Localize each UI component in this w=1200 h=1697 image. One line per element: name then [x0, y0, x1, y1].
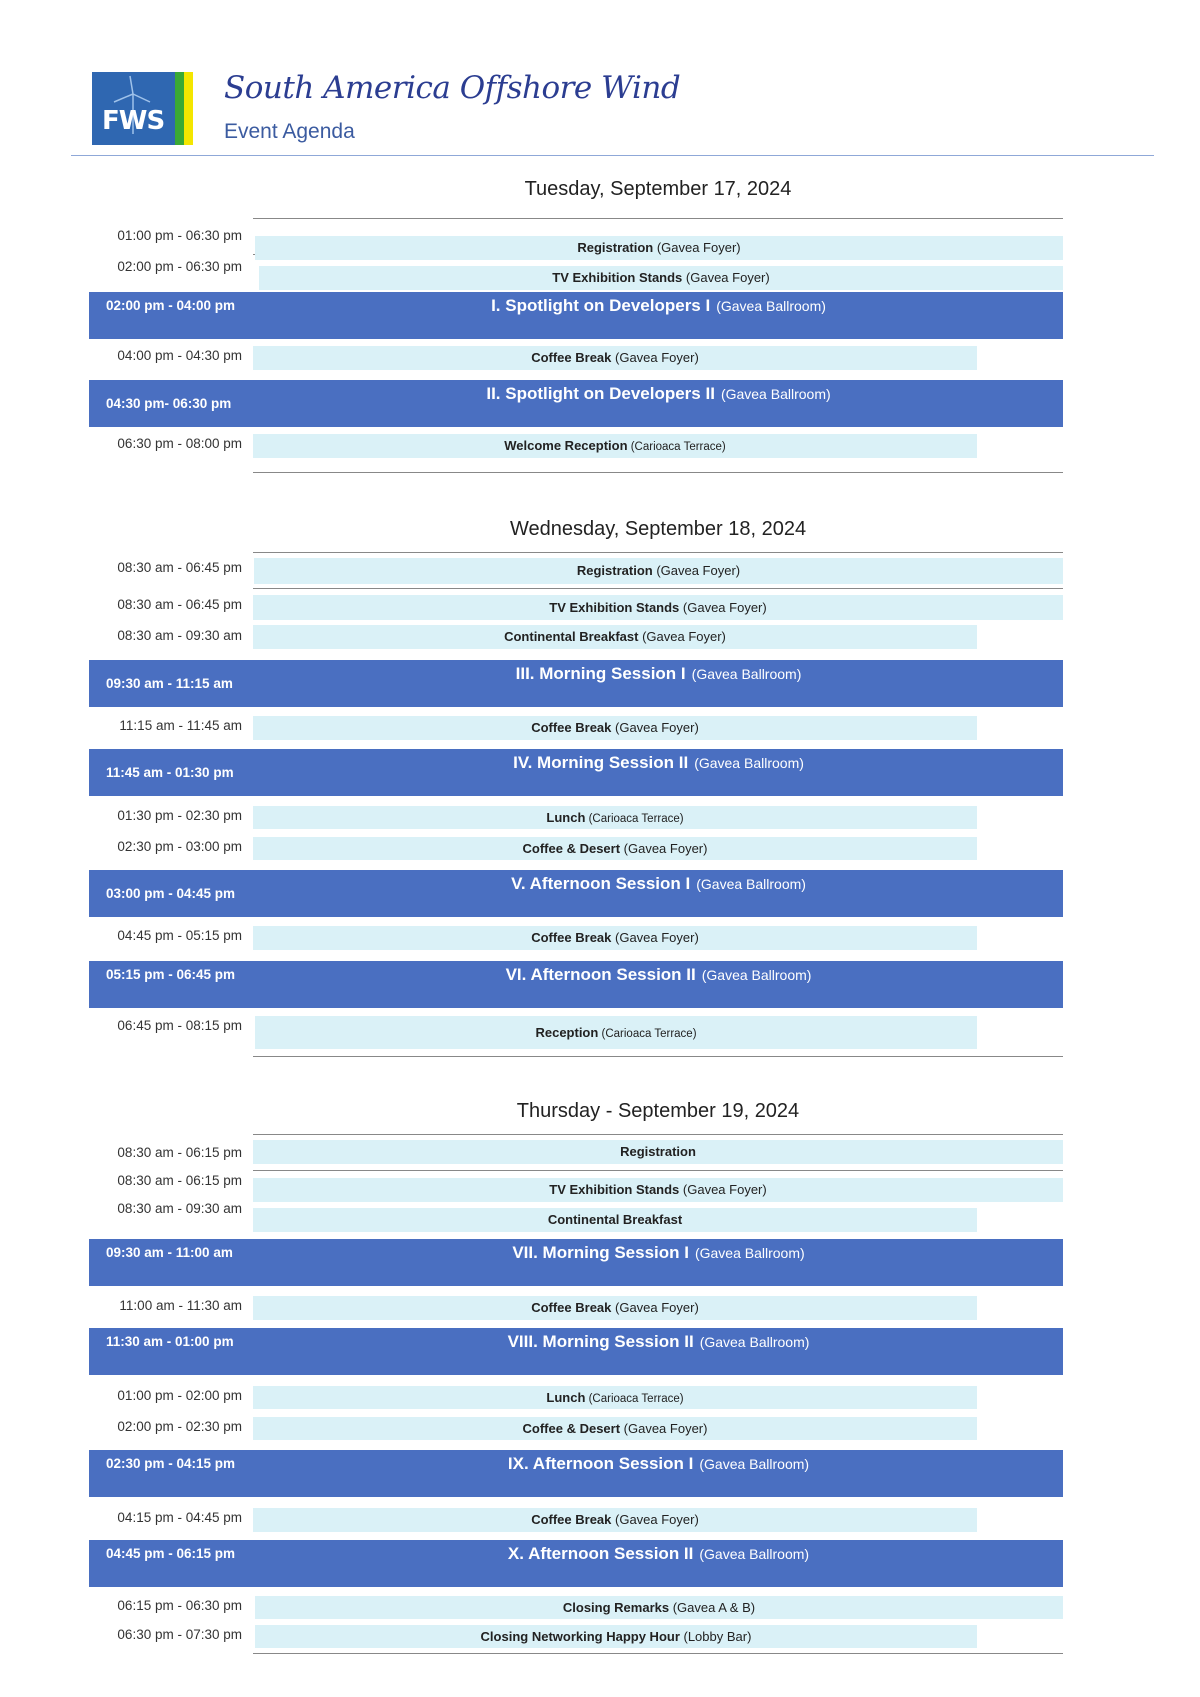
item-name: Lunch — [546, 810, 586, 825]
item-name: Continental Breakfast — [547, 1212, 683, 1227]
time-slot: 08:30 am - 06:15 pm — [117, 1145, 242, 1160]
session-time: 11:30 am - 01:00 pm — [106, 1334, 234, 1349]
time-slot: 01:30 pm - 02:30 pm — [117, 808, 242, 823]
time-slot: 06:30 pm - 07:30 pm — [117, 1627, 242, 1642]
time-slot: 11:00 am - 11:30 am — [119, 1298, 242, 1313]
time-slot: 02:00 pm - 06:30 pm — [117, 259, 242, 274]
time-slot: 02:30 pm - 03:00 pm — [117, 839, 242, 854]
item-name: Coffee Break — [531, 1512, 612, 1527]
agenda-item-registration — [254, 558, 1063, 584]
session-block-vii-morning-session-i — [89, 1239, 1063, 1286]
fws-logo — [92, 72, 193, 145]
time-slot: 06:30 pm - 08:00 pm — [117, 436, 242, 451]
session-title — [254, 1454, 1063, 1474]
item-venue: (Gavea Foyer) — [638, 629, 726, 644]
event-title: South America Offshore Wind — [224, 70, 681, 106]
item-name: Coffee Break — [531, 720, 612, 735]
session-time: 04:30 pm- 06:30 pm — [106, 396, 232, 411]
session-time: 04:45 pm - 06:15 pm — [106, 1546, 236, 1561]
day-title: Thursday - September 19, 2024 — [516, 1100, 800, 1122]
divider-line — [253, 1134, 1063, 1135]
item-name: Reception — [535, 1025, 599, 1040]
agenda-item-welcome-reception — [253, 434, 977, 458]
agenda-item-coffee-break — [253, 1296, 977, 1320]
agenda-item-coffee-break — [253, 716, 977, 740]
item-venue: (Carioaca Terrace) — [598, 1028, 697, 1040]
event-subtitle: Event Agenda — [224, 120, 355, 143]
session-block-i-spotlight-on-developers-i — [89, 292, 1063, 339]
session-time: 09:30 am - 11:00 am — [106, 1245, 233, 1260]
item-venue: (Gavea A & B) — [669, 1600, 756, 1615]
session-block-viii-morning-session-ii — [89, 1328, 1063, 1375]
time-slot: 06:15 pm - 06:30 pm — [117, 1598, 242, 1613]
session-venue: (Gavea Ballroom) — [691, 666, 802, 682]
agenda-item-coffee-and-desert — [253, 1417, 977, 1440]
logo-yellow-stripe — [184, 72, 193, 145]
day-title: Tuesday, September 17, 2024 — [524, 178, 792, 200]
item-name: Coffee & Desert — [522, 1421, 621, 1436]
time-slot: 02:00 pm - 02:30 pm — [117, 1419, 242, 1434]
session-name: VII. Morning Session I — [512, 1243, 689, 1262]
session-block-ix-afternoon-session-i — [89, 1450, 1063, 1497]
item-name: Coffee Break — [531, 930, 612, 945]
session-name: VIII. Morning Session II — [507, 1332, 694, 1351]
session-block-ii-spotlight-on-developers-ii — [89, 380, 1063, 427]
item-venue: (Carioaca Terrace) — [585, 1393, 684, 1405]
session-venue: (Gavea Ballroom) — [694, 755, 804, 771]
logo-blue-block — [92, 72, 175, 145]
divider-line — [253, 472, 1063, 473]
item-venue: (Gavea Foyer) — [679, 600, 767, 615]
time-slot: 08:30 am - 06:45 pm — [117, 560, 242, 575]
agenda-item-reception — [255, 1016, 977, 1049]
session-venue: (Gavea Ballroom) — [699, 1456, 810, 1472]
item-name: Coffee Break — [531, 350, 612, 365]
session-title — [254, 1544, 1063, 1564]
time-slot: 04:15 pm - 04:45 pm — [117, 1510, 242, 1525]
session-venue: (Gavea Ballroom) — [716, 298, 826, 314]
item-venue: (Gavea Foyer) — [611, 720, 699, 735]
time-slot: 08:30 am - 09:30 am — [117, 628, 242, 643]
day-title: Wednesday, September 18, 2024 — [509, 518, 807, 540]
session-name: IX. Afternoon Session I — [507, 1454, 694, 1473]
session-title — [254, 753, 1063, 773]
logo-text: FWS — [102, 106, 165, 136]
session-time: 09:30 am - 11:15 am — [106, 676, 233, 691]
item-venue: (Gavea Foyer) — [620, 1421, 708, 1436]
time-slot: 08:30 am - 06:15 pm — [117, 1173, 242, 1188]
session-time: 02:00 pm - 04:00 pm — [106, 298, 236, 313]
item-name: TV Exhibition Stands — [552, 270, 683, 285]
session-title — [254, 965, 1063, 985]
session-block-v-afternoon-session-i — [89, 870, 1063, 917]
agenda-item-registration — [253, 1140, 1063, 1164]
session-name: II. Spotlight on Developers II — [486, 384, 715, 403]
item-venue: (Gavea Foyer) — [611, 1300, 699, 1315]
session-title — [254, 664, 1063, 684]
session-title — [254, 874, 1063, 894]
session-time: 03:00 pm - 04:45 pm — [106, 886, 236, 901]
item-name: Coffee Break — [531, 1300, 612, 1315]
time-slot: 08:30 am - 09:30 am — [117, 1201, 242, 1216]
agenda-item-lunch — [253, 806, 977, 829]
time-slot: 06:45 pm - 08:15 pm — [117, 1018, 242, 1033]
agenda-item-coffee-break — [253, 1508, 977, 1532]
session-title — [254, 296, 1063, 316]
divider-line — [253, 218, 1063, 219]
session-block-x-afternoon-session-ii — [89, 1540, 1063, 1587]
item-name: Closing Remarks — [562, 1600, 670, 1615]
session-title — [254, 1243, 1063, 1263]
item-name: Registration — [577, 240, 654, 255]
session-venue: (Gavea Ballroom) — [701, 967, 812, 983]
session-name: VI. Afternoon Session II — [505, 965, 696, 984]
item-venue: (Gavea Foyer) — [611, 350, 699, 365]
session-time: 02:30 pm - 04:15 pm — [106, 1456, 236, 1471]
time-slot: 01:00 pm - 06:30 pm — [117, 228, 242, 243]
session-time: 05:15 pm - 06:45 pm — [106, 967, 236, 982]
session-venue: (Gavea Ballroom) — [720, 386, 831, 402]
session-venue: (Gavea Ballroom) — [699, 1334, 810, 1350]
divider-line — [253, 1653, 1063, 1654]
divider-line — [253, 588, 1063, 589]
item-name: Welcome Reception — [504, 438, 628, 453]
agenda-item-lunch — [253, 1386, 977, 1409]
agenda-item-coffee-break — [253, 346, 977, 370]
divider-line — [253, 1056, 1063, 1057]
session-block-vi-afternoon-session-ii — [89, 961, 1063, 1008]
session-block-iv-morning-session-ii — [89, 749, 1063, 796]
divider-line — [253, 552, 1063, 553]
item-venue: (Gavea Foyer) — [682, 270, 770, 285]
session-venue: (Gavea Ballroom) — [699, 1546, 810, 1562]
item-name: Registration — [576, 563, 653, 578]
agenda-item-coffee-break — [253, 926, 977, 950]
item-name: Lunch — [546, 1390, 586, 1405]
time-slot: 08:30 am - 06:45 pm — [117, 597, 242, 612]
agenda-item-registration — [255, 236, 1063, 260]
agenda-item-tv-exhibition-stands — [253, 595, 1063, 620]
item-venue: (Gavea Foyer) — [611, 1512, 699, 1527]
session-venue: (Gavea Ballroom) — [696, 876, 806, 892]
item-venue: (Gavea Foyer) — [679, 1182, 767, 1197]
item-venue: (Carioaca Terrace) — [627, 441, 726, 453]
agenda-item-tv-exhibition-stands — [253, 1178, 1063, 1202]
time-slot: 11:15 am - 11:45 am — [119, 718, 242, 733]
item-venue: (Gavea Foyer) — [652, 563, 741, 578]
item-name: Registration — [620, 1144, 696, 1159]
item-venue: (Gavea Foyer) — [611, 930, 699, 945]
time-slot: 01:00 pm - 02:00 pm — [117, 1388, 242, 1403]
agenda-item-coffee-and-desert — [253, 837, 977, 860]
session-name: V. Afternoon Session I — [511, 874, 691, 893]
session-venue: (Gavea Ballroom) — [694, 1245, 805, 1261]
item-venue: (Lobby Bar) — [679, 1629, 752, 1644]
item-venue: (Gavea Foyer) — [653, 240, 741, 255]
agenda-item-closing-remarks — [255, 1596, 1063, 1619]
session-title — [254, 384, 1063, 404]
item-name: Continental Breakfast — [504, 629, 639, 644]
agenda-item-tv-exhibition-stands — [259, 266, 1063, 290]
item-name: TV Exhibition Stands — [549, 1182, 680, 1197]
item-venue: (Carioaca Terrace) — [585, 813, 684, 825]
item-name: TV Exhibition Stands — [549, 600, 680, 615]
session-name: III. Morning Session I — [515, 664, 686, 683]
session-title — [254, 1332, 1063, 1352]
logo-green-stripe — [175, 72, 184, 145]
agenda-item-closing-networking-happy-hour — [255, 1625, 977, 1648]
session-name: IV. Morning Session II — [513, 753, 689, 772]
session-name: I. Spotlight on Developers I — [491, 296, 711, 315]
item-name: Closing Networking Happy Hour — [480, 1629, 680, 1644]
time-slot: 04:45 pm - 05:15 pm — [117, 928, 242, 943]
session-time: 11:45 am - 01:30 pm — [106, 765, 234, 780]
session-name: X. Afternoon Session II — [507, 1544, 694, 1563]
session-block-iii-morning-session-i — [89, 660, 1063, 707]
time-slot: 04:00 pm - 04:30 pm — [117, 348, 242, 363]
item-name: Coffee & Desert — [522, 841, 621, 856]
agenda-item-continental-breakfast — [253, 625, 977, 649]
divider-line — [253, 1170, 1063, 1171]
header-divider — [71, 155, 1154, 156]
agenda-item-continental-breakfast — [253, 1208, 977, 1232]
item-venue: (Gavea Foyer) — [620, 841, 708, 856]
